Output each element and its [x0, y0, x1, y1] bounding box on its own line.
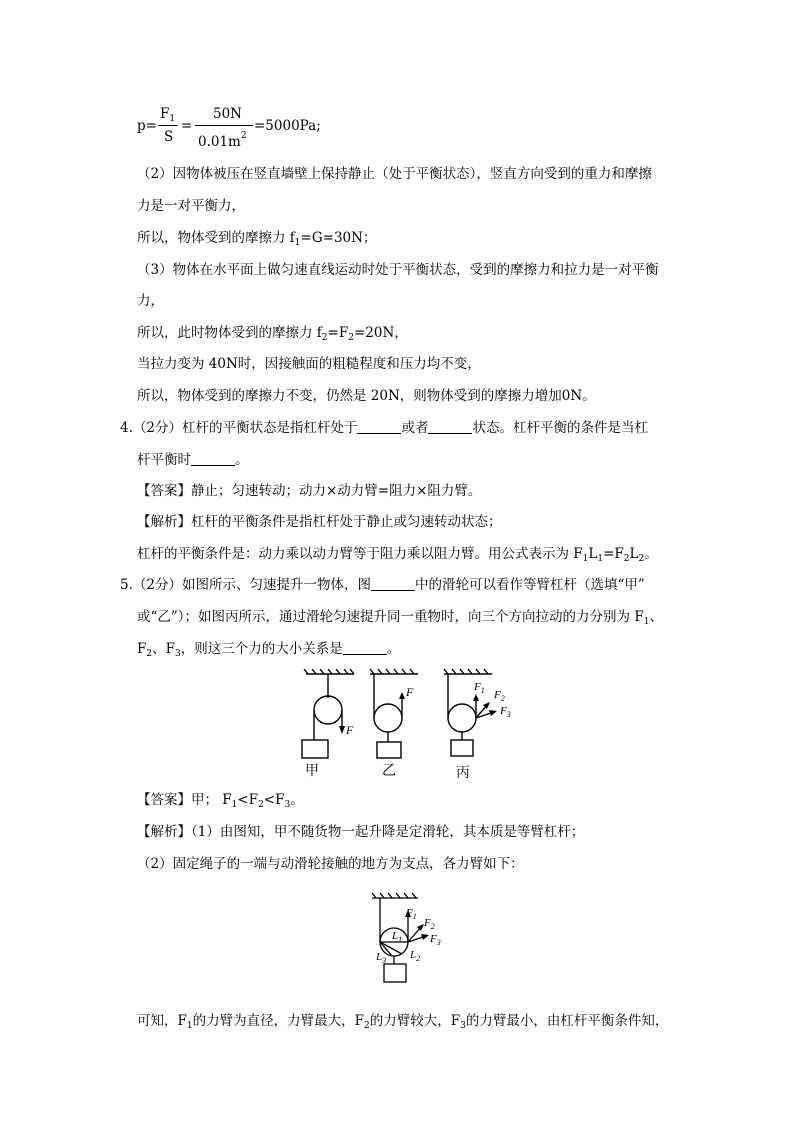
analysis-5-conclusion: 可知，$F_1$的力臂为直径，力臂最大，$F_2$的力臂较大，$F_3$的力臂最小，由杠杆平衡条件知，	[137, 1013, 669, 1031]
analysis-4: 【解析】杠杆的平衡条件是指杠杆处于静止或匀速转动状态；	[137, 514, 502, 530]
text-line: 力是一对平衡力，	[137, 198, 245, 214]
force-label: F	[346, 723, 354, 737]
pulley-figure	[290, 668, 530, 784]
question-5-cont: 或“乙”）；如图丙所示，通过滑轮匀速提升同一重物时，向三个方向拉动的力分别为 $F_1$、	[137, 609, 663, 627]
fraction-bar	[195, 125, 253, 126]
force-label-f2: $F_2$	[494, 689, 505, 703]
text-line: （2）因物体被压在竖直墙壁上保持静止（处于平衡状态），竖直方向受到的重力和摩擦	[137, 166, 652, 182]
answer-4: 【答案】静止；匀速转动；动力×动力臂=阻力×阻力臂。	[137, 483, 482, 499]
fraction-bar	[158, 125, 178, 126]
text-line: （3）物体在水平面上做匀速直线运动时处于平衡状态，受到的摩擦力和拉力是一对平衡	[137, 262, 659, 278]
figure-label-yi: 乙	[382, 763, 396, 779]
question-4-cont: 杆平衡时 。	[137, 452, 249, 468]
text-line: 力，	[137, 293, 164, 309]
formula-den2: $0.01m^2$	[198, 131, 247, 150]
analysis-5: 【解析】（1）由图知，甲不随货物一起升降是定滑轮，其本质是等臂杠杆；	[137, 824, 585, 840]
force-label-f1: $F_1$	[474, 681, 485, 695]
svg-text:F3: $F_3$	[430, 933, 441, 947]
svg-text:F1: $F_1$	[406, 907, 417, 921]
force-label: F	[406, 685, 414, 699]
formula-eq: =	[181, 118, 193, 134]
formula-lhs: p=	[137, 118, 157, 134]
question-4: 4.（2分）杠杆的平衡状态是指杠杆处于 或者 状态。杠杆平衡的条件是当杠	[120, 420, 648, 436]
svg-text:L1: $L_1$	[392, 930, 403, 944]
formula-rhs: =5000Pa;	[254, 118, 321, 134]
text-line: 所以，物体受到的摩擦力不变，仍然是 20N，则物体受到的摩擦力增加0N。	[137, 388, 596, 404]
question-5-cont: $F_2$、$F_3$，则这三个力的大小关系是 。	[137, 641, 401, 659]
analysis-4-cont: 杠杆的平衡条件是：动力乘以动力臂等于阻力乘以阻力臂。用公式表示为 $F_1L_1=F_2L_2$。	[137, 546, 658, 564]
analysis-5-cont: （2）固定绳子的一端与动滑轮接触的地方为支点，各力臂如下：	[137, 856, 524, 872]
text-line: 当拉力变为 40N时，因接触面的粗糙程度和压力均不变，	[137, 356, 481, 372]
lever-arm-figure	[366, 892, 456, 992]
formula-num1: $F_1$	[160, 106, 176, 124]
svg-text:L3: $L_3$	[376, 951, 387, 965]
text-line: 所以，此时物体受到的摩擦力 $f_2=F_2=20N$，	[137, 325, 408, 343]
formula-num2: 50N	[213, 106, 242, 122]
force-label-f3: $F_3$	[500, 705, 511, 719]
svg-text:L2: $L_2$	[410, 949, 421, 963]
formula-den1: S	[164, 129, 174, 145]
answer-5: 【答案】甲； $F_1<F_2<F_3$。	[137, 792, 304, 810]
figure-label-bing: 丙	[456, 765, 470, 781]
question-5: 5.（2分）如图所示、匀速提升一物体，图 中的滑轮可以看作等臂杠杆（选填“甲”	[120, 577, 645, 593]
text-line: 所以，物体受到的摩擦力 $f_1=G=30N$；	[137, 230, 377, 248]
svg-text:F2: $F_2$	[424, 917, 435, 931]
figure-label-jia: 甲	[305, 763, 319, 779]
